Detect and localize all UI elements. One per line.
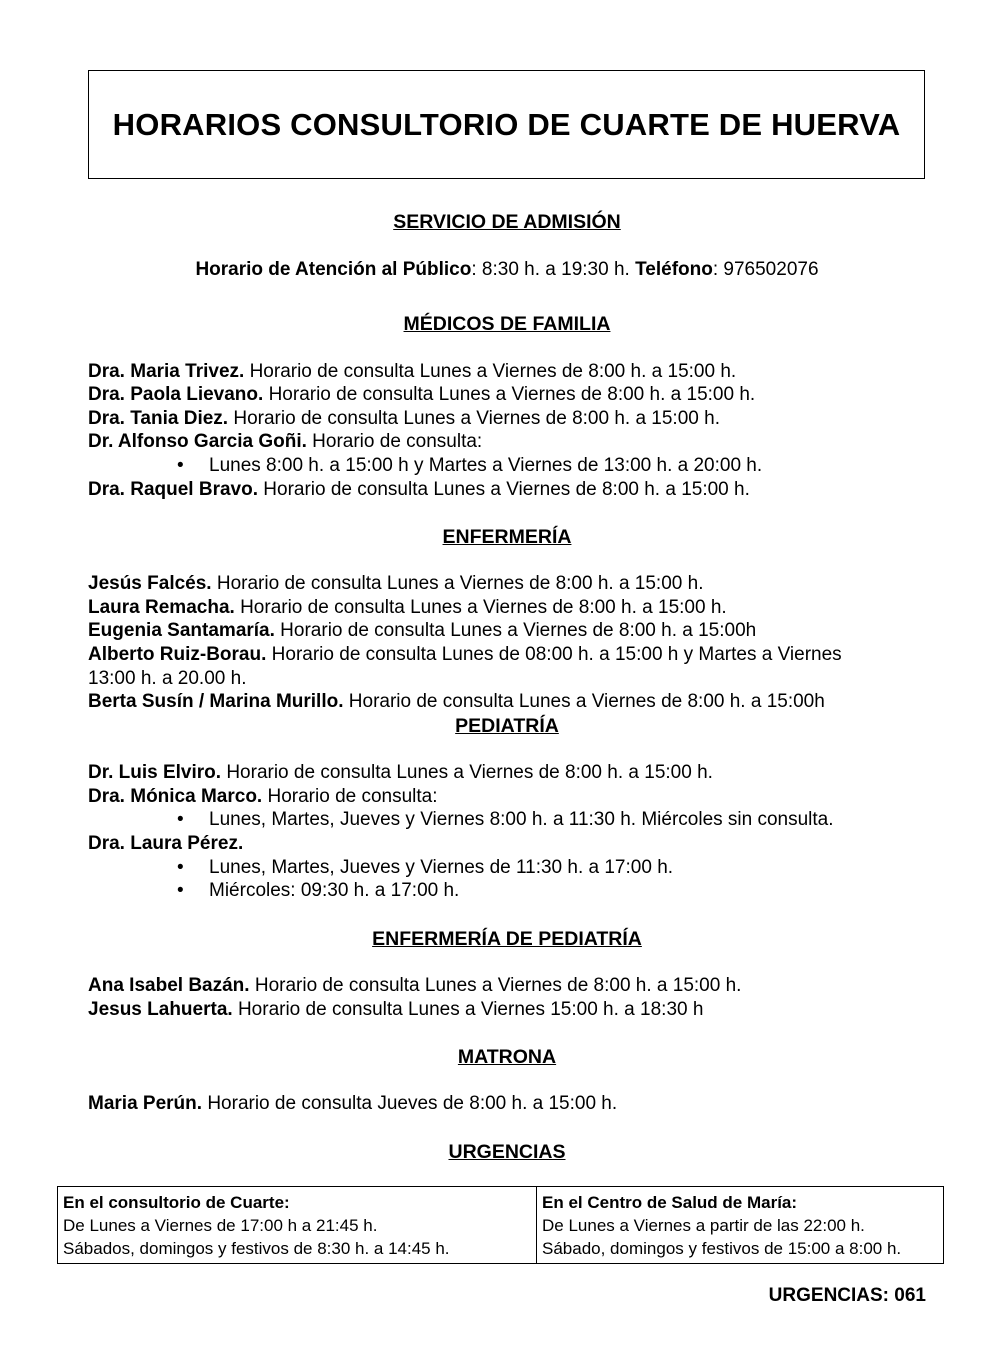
enfermeria-schedule: Horario de consulta Lunes a Viernes de 8:00 h. a 15:00 h. [234,597,727,618]
enf-ped-entry [88,975,938,997]
urgencias-cuarte-cell [58,1187,537,1264]
heading-medicos: MÉDICOS DE FAMILIA [403,313,611,335]
medico-name: Dra. Tania Diez. [88,408,229,429]
pediatria-entry [88,786,938,808]
heading-enfermeria-pediatria: ENFERMERÍA DE PEDIATRÍA [372,928,642,950]
enfermeria-entry [88,573,938,595]
pediatria-name: Dr. Luis Elviro. [88,762,222,783]
bullet-item [180,857,673,879]
enfermeria-name: Laura Remacha. [88,597,235,618]
medico-schedule: Horario de consulta Lunes a Viernes de 8:00 h. a 15:00 h. [263,384,756,405]
enfermeria-name: Jesús Falcés. [88,573,212,594]
bullet-text: Lunes, Martes, Jueves y Viernes 8:00 h. a 11:30 h. Miércoles sin consulta. [209,809,834,830]
enfermeria-schedule: Horario de consulta Lunes a Viernes de 8:00 h. a 15:00h [343,691,825,712]
medico-entry [88,384,938,406]
medico-schedule: Horario de consulta Lunes a Viernes de 8:00 h. a 15:00 h. [258,479,750,500]
urgencias-cuarte-line: Sábados, domingos y festivos de 8:30 h. a 14:45 h. [63,1239,450,1258]
urgencias-cuarte-line: De Lunes a Viernes de 17:00 h a 21:45 h. [63,1216,378,1235]
enfermeria-entry [88,597,938,619]
medico-schedule: Horario de consulta Lunes a Viernes de 8:00 h. a 15:00 h. [244,361,737,382]
enfermeria-name: Berta Susín / Marina Murillo. [88,691,344,712]
horario-label: Horario de Atención al Público [195,259,472,280]
medico-schedule: Horario de consulta: [306,431,483,452]
admision-info [0,259,1004,281]
enfermeria-schedule: Horario de consulta Lunes a Viernes de 8:00 h. a 15:00h [274,620,757,641]
urgencias-maria-line: De Lunes a Viernes a partir de las 22:00 h. [542,1216,865,1235]
pediatria-schedule: Horario de consulta Lunes a Viernes de 8:00 h. a 15:00 h. [221,762,713,783]
telefono-label: Teléfono [635,259,713,280]
urgencias-maria-line: Sábado, domingos y festivos de 15:00 a 8:00 h. [542,1239,902,1258]
medico-entry [88,361,938,383]
urgencias-cuarte-title: En el consultorio de Cuarte: [63,1193,290,1212]
bullet-text: Miércoles: 09:30 h. a 17:00 h. [209,880,460,901]
enfermeria-continuation: 13:00 h. a 20.00 h. [88,668,247,689]
matrona-entry [88,1093,938,1115]
pediatria-entry [88,833,938,855]
enfermeria-entry [88,644,938,666]
enf-ped-schedule: Horario de consulta Lunes a Viernes de 8:00 h. a 15:00 h. [249,975,742,996]
enfermeria-schedule: Horario de consulta Lunes de 08:00 h. a 15:00 h y Martes a Viernes [266,644,842,665]
pediatria-entry [88,762,938,784]
medico-entry [88,431,938,453]
medico-name: Dra. Paola Lievano. [88,384,264,405]
urgencias-maria-title: En el Centro de Salud de María: [542,1193,798,1212]
telefono-value: : 976502076 [712,259,819,280]
page-title: HORARIOS CONSULTORIO DE CUARTE DE HUERVA [112,106,901,142]
horario-value: : 8:30 h. a 19:30 h. [471,259,636,280]
medico-name: Dra. Maria Trivez. [88,361,245,382]
bullet-item [180,880,459,902]
pediatria-name: Dra. Laura Pérez. [88,833,244,854]
medico-schedule: Horario de consulta Lunes a Viernes de 8:00 h. a 15:00 h. [228,408,720,429]
pediatria-schedule: Horario de consulta: [262,786,438,807]
enfermeria-entry [88,691,938,713]
enf-ped-name: Ana Isabel Bazán. [88,975,250,996]
heading-matrona: MATRONA [457,1046,557,1068]
heading-admision: SERVICIO DE ADMISIÓN [393,211,621,233]
pediatria-name: Dra. Mónica Marco. [88,786,263,807]
bullet-text: Lunes 8:00 h. a 15:00 h y Martes a Viernes de 13:00 h. a 20:00 h. [209,455,763,476]
enfermeria-schedule: Horario de consulta Lunes a Viernes de 8:00 h. a 15:00 h. [211,573,704,594]
enf-ped-schedule: Horario de consulta Lunes a Viernes 15:00 h. a 18:30 h [232,999,704,1020]
bullet-item [180,455,762,477]
bullet-item [180,809,834,831]
heading-pediatria: PEDIATRÍA [455,715,559,737]
enf-ped-entry [88,999,938,1021]
urgencias-maria-cell [537,1187,944,1264]
enfermeria-entry [88,620,938,642]
emergency-number: URGENCIAS: 061 [768,1285,926,1306]
heading-enfermeria: ENFERMERÍA [442,526,572,548]
medico-entry [88,479,938,501]
medico-name: Dr. Alfonso Garcia Goñi. [88,431,307,452]
enf-ped-name: Jesus Lahuerta. [88,999,233,1020]
title-box [88,70,925,179]
bullet-text: Lunes, Martes, Jueves y Viernes de 11:30 h. a 17:00 h. [209,857,674,878]
matrona-name: Maria Perún. [88,1093,203,1114]
heading-urgencias: URGENCIAS [448,1141,566,1163]
medico-entry [88,408,938,430]
medico-name: Dra. Raquel Bravo. [88,479,258,500]
enfermeria-name: Alberto Ruiz-Borau. [88,644,267,665]
matrona-schedule: Horario de consulta Jueves de 8:00 h. a 15:00 h. [202,1093,618,1114]
urgencias-table [57,1186,944,1264]
enfermeria-name: Eugenia Santamaría. [88,620,275,641]
